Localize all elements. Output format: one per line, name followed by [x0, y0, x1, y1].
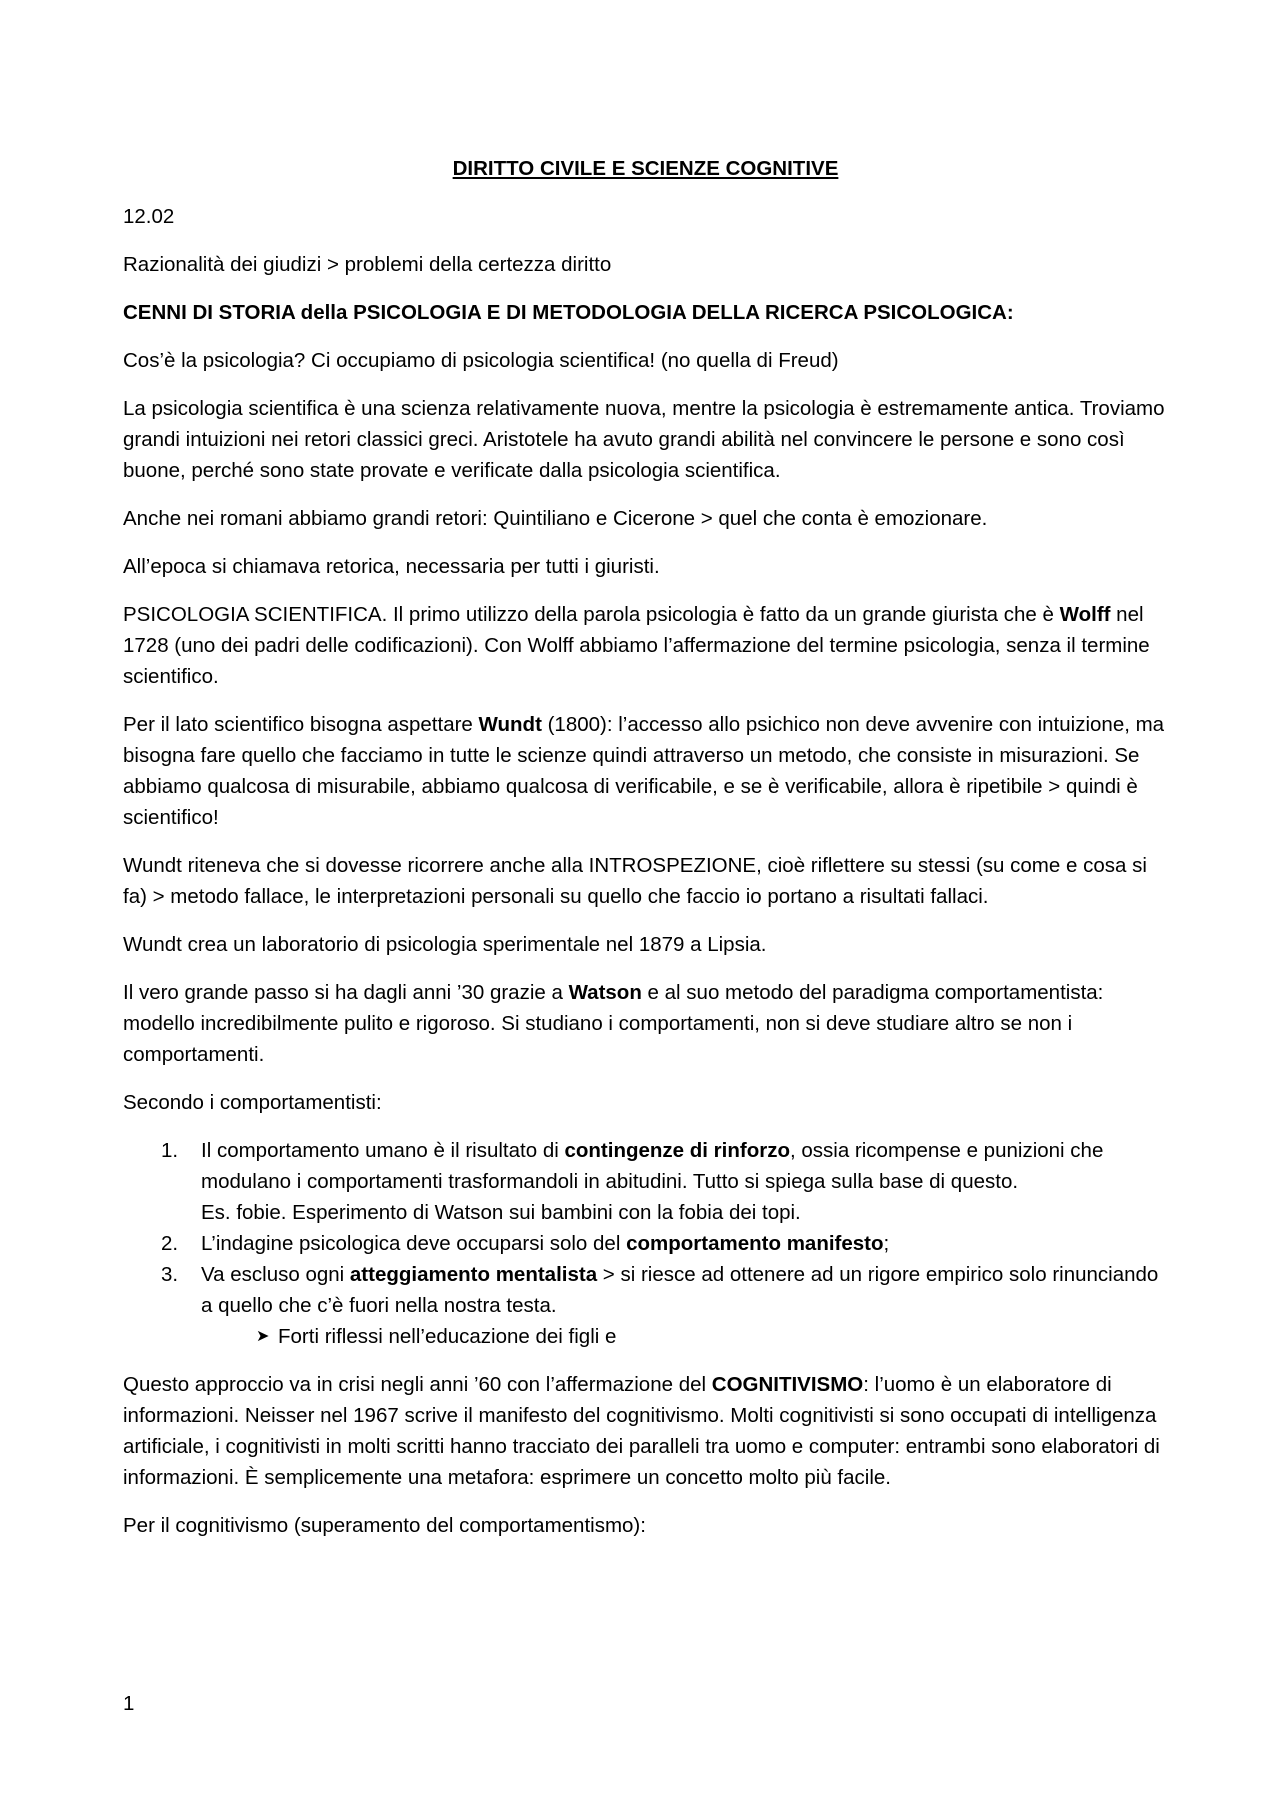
text: Forti riflessi nell’educazione dei figli e [278, 1325, 617, 1348]
bold-text: Wolff [1059, 603, 1111, 626]
paragraph-epoca: All’epoca si chiamava retorica, necessaria per tutti i giuristi. [123, 555, 660, 578]
text: > si riesce ad ottenere ad un rigore empirico solo rinunciando a quello che c’è fuori nella nostra testa. [201, 1263, 1159, 1317]
text: Per il lato scientifico bisogna aspettare [123, 713, 479, 736]
list-number: 1. [161, 1139, 179, 1162]
text: nel 1728 (uno dei padri delle codificazioni). Con Wolff abbiamo l’affermazione del termine psicologia, senza il termine scientifico. [123, 603, 1150, 688]
document-body [123, 153, 1168, 1558]
bold-text: contingenze di rinforzo [564, 1139, 790, 1162]
bold-text: comportamento manifesto [626, 1232, 884, 1255]
bold-text: atteggiamento mentalista [349, 1263, 598, 1286]
list-number: 3. [161, 1263, 179, 1286]
text: (1800): l’accesso allo psichico non deve avvenire con intuizione, ma bisogna fare quello che facciamo in tutte le scienze quindi attraverso un metodo, che consiste in misurazioni. Se abbiamo qualcosa di misurabile, abbiamo qualcosa di verificabile, e se è verificabile, allora è ripetibile > quindi è scientifico! [123, 713, 1165, 829]
text: Il vero grande passo si ha dagli anni ’30 grazie a [123, 981, 569, 1004]
text: Il comportamento umano è il risultato di [201, 1139, 565, 1162]
sub-bullet-item [123, 1321, 1168, 1352]
text: ; [883, 1232, 890, 1255]
example-text: Es. fobie. Esperimento di Watson sui bambini con la fobia dei topi. [201, 1201, 801, 1224]
paragraph-introspezione: Wundt riteneva che si dovesse ricorrere anche alla INTROSPEZIONE, cioè riflettere su stessi (su come e cosa si fa) > metodo fallace, le interpretazioni personali su quello che faccio io portano a risultati fallaci. [123, 854, 1147, 908]
paragraph-watson [123, 977, 1168, 1070]
paragraph-cognitivismo [123, 1369, 1168, 1493]
page-number: 1 [123, 1692, 135, 1715]
arrow-bullet-icon: ➤ [256, 1328, 270, 1345]
list-number: 2. [161, 1232, 179, 1255]
intro-paragraph: Razionalità dei giudizi > problemi della certezza diritto [123, 253, 612, 276]
document-title: DIRITTO CIVILE E SCIENZE COGNITIVE [452, 157, 839, 180]
text: Questo approccio va in crisi negli anni ’60 con l’affermazione del [123, 1373, 712, 1396]
text: , ossia ricompense e punizioni che modulano i comportamenti trasformandoli in abitudini. Tutto si spiega sulla base di questo. [201, 1139, 1104, 1193]
date-line: 12.02 [123, 205, 175, 228]
list-item [123, 1259, 1168, 1321]
paragraph-secondo: Secondo i comportamentisti: [123, 1091, 382, 1114]
bold-text: Watson [568, 981, 642, 1004]
list-item [123, 1135, 1168, 1228]
text: e al suo metodo del paradigma comportamentista: modello incredibilmente pulito e rigoroso. Si studiano i comportamenti, non si deve studiare altro se non i comportamenti. [123, 981, 1104, 1066]
paragraph-lipsia: Wundt crea un laboratorio di psicologia sperimentale nel 1879 a Lipsia. [123, 933, 767, 956]
numbered-list [123, 1135, 1168, 1352]
paragraph-last: Per il cognitivismo (superamento del comportamentismo): [123, 1514, 646, 1537]
paragraph-wundt [123, 709, 1168, 833]
bold-text: Wundt [478, 713, 542, 736]
text: Va escluso ogni [201, 1263, 350, 1286]
list-item [123, 1228, 1168, 1259]
paragraph-romani: Anche nei romani abbiamo grandi retori: Quintiliano e Cicerone > quel che conta è emozionare. [123, 507, 988, 530]
text: L’indagine psicologica deve occuparsi solo del [201, 1232, 627, 1255]
text: : l’uomo è un elaboratore di informazioni. Neisser nel 1967 scrive il manifesto del cognitivismo. Molti cognitivisti si sono occupati di intelligenza artificiale, i cognitivisti in molti scritti hanno tracciato dei paralleli tra uomo e computer: entrambi sono elaboratori di informazioni. È semplicemente una metafora: esprimere un concetto molto più facile. [123, 1373, 1160, 1489]
question-paragraph: Cos’è la psicologia? Ci occupiamo di psicologia scientifica! (no quella di Freud) [123, 349, 839, 372]
paragraph-psicologia-nuova: La psicologia scientifica è una scienza relativamente nuova, mentre la psicologia è estremamente antica. Troviamo grandi intuizioni nei retori classici greci. Aristotele ha avuto grandi abilità nel convincere le persone e sono così buone, perché sono state provate e verificate dalla psicologia scientifica. [123, 397, 1165, 482]
paragraph-wolff [123, 599, 1168, 692]
section-heading: CENNI DI STORIA della PSICOLOGIA E DI METODOLOGIA DELLA RICERCA PSICOLOGICA: [123, 301, 1014, 324]
text: PSICOLOGIA SCIENTIFICA. Il primo utilizzo della parola psicologia è fatto da un grande giurista che è [123, 603, 1060, 626]
bold-text: COGNITIVISMO [711, 1373, 864, 1396]
